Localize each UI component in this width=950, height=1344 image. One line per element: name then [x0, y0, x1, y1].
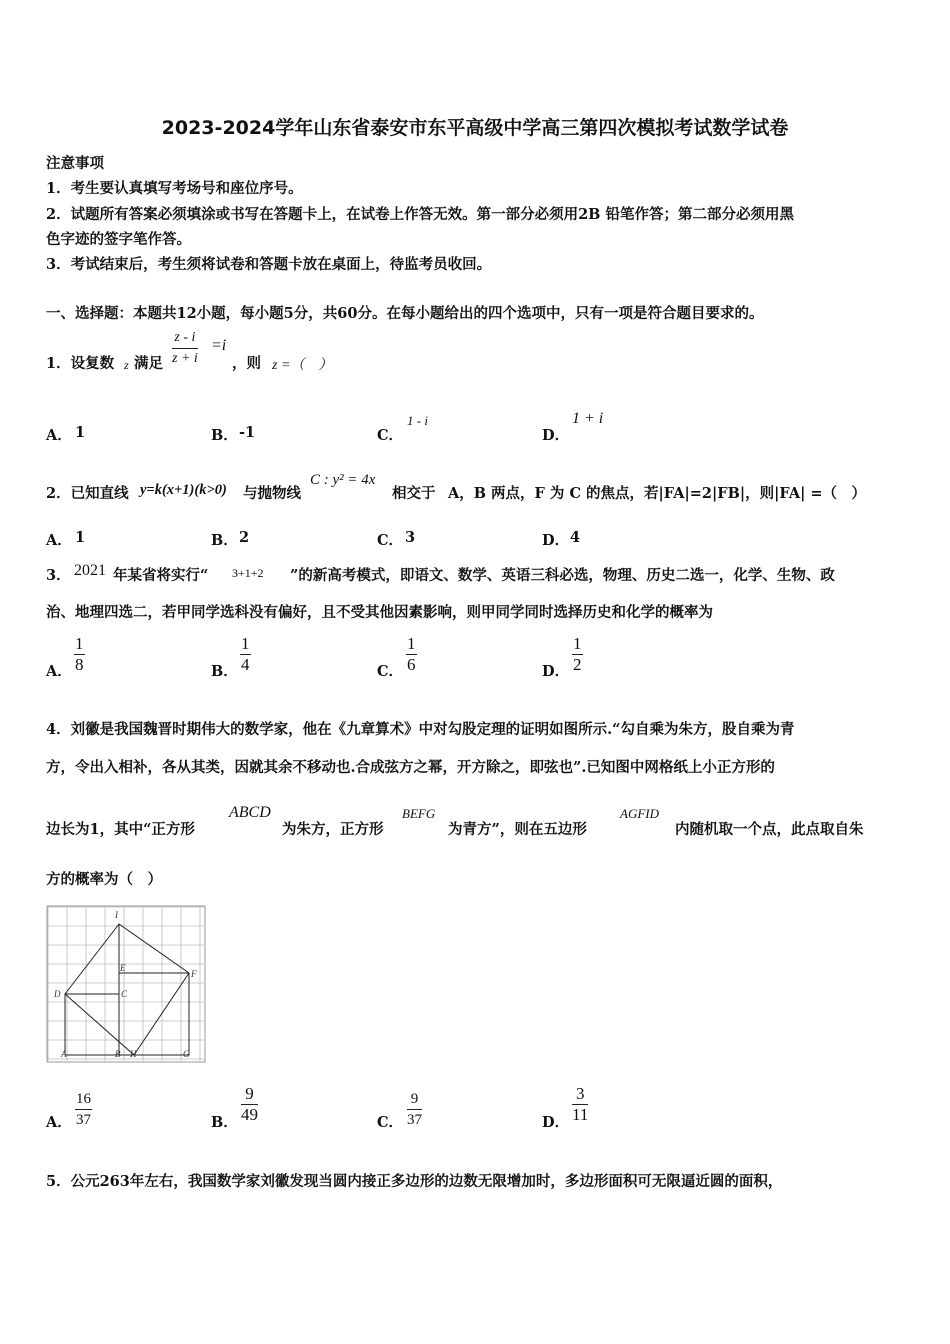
q3-d-den: 2 [573, 655, 582, 674]
q4-option-b-fraction [241, 1084, 258, 1125]
q1-frac-den: z + i [172, 351, 198, 366]
q3-d-num: 1 [573, 634, 582, 653]
notes-heading: 注意事项 [46, 155, 104, 172]
q4-figure [46, 905, 206, 1063]
q4-option-d-label[interactable]: D． [542, 1114, 570, 1131]
q3-option-b-label[interactable]: B． [211, 663, 238, 680]
q2-option-c-label[interactable]: C． [377, 532, 404, 549]
q4-stem-line1: 4．刘徽是我国魏晋时期伟大的数学家，他在《九章算术》中对勾股定理的证明如图所示.“勾自乘为朱方，股自乘为青 [46, 721, 795, 738]
q2-option-d-value: 4 [570, 529, 581, 546]
q3-stem-pre: 3． [46, 567, 71, 584]
q1-option-b-label[interactable]: B． [211, 427, 238, 444]
q4-label-i: I [115, 910, 118, 920]
q3-b-den: 4 [241, 655, 250, 674]
q1-option-a-value: 1 [75, 424, 86, 441]
q3-option-a-fraction [74, 634, 85, 675]
q1-option-d-label[interactable]: D． [542, 427, 570, 444]
q4-option-a-fraction [75, 1089, 92, 1130]
q1-option-a-label[interactable]: A． [46, 427, 72, 444]
q4-label-a: A [61, 1049, 67, 1059]
q3-a-den: 8 [75, 655, 84, 674]
q4-stem-line3b: 为朱方，正方形 [282, 821, 384, 838]
q4-stem-line3d: 内随机取一个点，此点取自朱 [675, 821, 864, 838]
q3-stem-line2: 治、地理四选二，若甲同学选科没有偏好，且不受其他因素影响，则甲同学同时选择历史和化学的概率为 [46, 604, 713, 621]
q1-option-c-value: 1 - i [407, 413, 428, 428]
q4-pentagon-agfid: AGFID [620, 806, 659, 821]
note-item-2: 2．试题所有答案必须填涂或书写在答题卡上，在试卷上作答无效。第一部分必须用2B 铅笔作答；第二部分必须用黑 [46, 206, 794, 223]
q4-b-num: 9 [241, 1084, 258, 1105]
q4-option-d-fraction [572, 1084, 588, 1125]
q1-option-c-label[interactable]: C． [377, 427, 404, 444]
q2-stem-pre: 2．已知直线 [46, 485, 129, 502]
q4-d-num: 3 [572, 1084, 588, 1105]
q1-option-b-value: -1 [239, 424, 256, 441]
q4-square-abcd: ABCD [229, 804, 271, 821]
q1-stem-post: ，则 [232, 355, 261, 372]
q1-stem-mid: 满足 [134, 355, 163, 372]
q4-stem-line2: 方，令出入相补，各从其类，因就其余不移动也.合成弦方之幂，开方除之，即弦也”.已知图中网格纸上小正方形的 [46, 759, 775, 776]
q3-option-b-fraction [240, 634, 251, 675]
q4-d-den: 11 [572, 1105, 589, 1124]
q4-c-den: 37 [407, 1112, 422, 1128]
q4-label-b: B [115, 1049, 121, 1059]
q4-square-befg: BEFG [402, 806, 436, 821]
q1-fraction [172, 328, 198, 369]
q2-option-b-value: 2 [239, 529, 250, 546]
q2-option-d-label[interactable]: D． [542, 532, 570, 549]
q4-option-c-fraction [407, 1089, 422, 1130]
q2-option-a-value: 1 [75, 529, 86, 546]
q2-option-a-label[interactable]: A． [46, 532, 72, 549]
q4-stem-line4: 方的概率为（ ） [46, 871, 162, 888]
q2-stem-mid: 与抛物线 [243, 485, 301, 502]
q3-a-num: 1 [75, 634, 84, 653]
q3-option-d-fraction [572, 634, 583, 675]
q2-line-eq: y=k(x+1)(k>0) [140, 482, 227, 498]
q4-c-num: 9 [407, 1089, 422, 1110]
q4-label-e: E [120, 963, 126, 973]
q1-eq: =i [211, 337, 227, 354]
q5-stem-line1: 5．公元263年左右，我国数学家刘徽发现当圆内接正多边形的边数无限增加时，多边形面积可无限逼近圆的面积， [46, 1173, 783, 1190]
note-item-2-cont: 色字迹的签字笔作答。 [46, 231, 191, 248]
q1-frac-num: z - i [172, 328, 198, 349]
q3-option-d-label[interactable]: D． [542, 663, 570, 680]
q2-option-c-value: 3 [405, 529, 416, 546]
page-title: 2023-2024学年山东省泰安市东平高级中学高三第四次模拟考试数学试卷 [161, 117, 789, 139]
q4-label-g: G [183, 1049, 190, 1059]
q2-stem-rest: A，B 两点，F 为 C 的焦点，若|FA|=2|FB|，则|FA| =（ ） [448, 485, 867, 502]
q3-c-den: 6 [407, 655, 416, 674]
q3-stem-mid2: ”的新高考模式，即语文、数学、英语三科必选，物理、历史二选一，化学、生物、政 [290, 567, 835, 584]
q4-stem-line3c: 为青方”，则在五边形 [448, 821, 587, 838]
q4-grid-diagram [46, 905, 206, 1063]
q3-year: 2021 [74, 562, 106, 579]
q3-option-c-label[interactable]: C． [377, 663, 404, 680]
section-heading: 一、选择题：本题共12小题，每小题5分，共60分。在每小题给出的四个选项中，只有一项是符合题目要求的。 [46, 305, 764, 322]
q4-a-num: 16 [75, 1089, 92, 1110]
q4-label-c: C [121, 989, 128, 999]
q4-label-h: H [130, 1049, 137, 1059]
q4-option-b-label[interactable]: B． [211, 1114, 238, 1131]
q3-option-a-label[interactable]: A． [46, 663, 72, 680]
q3-option-c-fraction [406, 634, 417, 675]
q3-b-num: 1 [241, 634, 250, 653]
q4-label-d: D [54, 989, 61, 999]
q4-option-c-label[interactable]: C． [377, 1114, 404, 1131]
q1-option-d-value: 1 + i [572, 410, 604, 427]
q2-option-b-label[interactable]: B． [211, 532, 238, 549]
q3-mode: 3+1+2 [232, 566, 264, 580]
q1-var: z [124, 358, 129, 372]
q1-tail: z =（ ） [272, 358, 333, 373]
q4-option-a-label[interactable]: A． [46, 1114, 72, 1131]
q3-c-num: 1 [407, 634, 416, 653]
q4-stem-line3a: 边长为1，其中“正方形 [46, 821, 195, 838]
q4-b-den: 49 [241, 1105, 258, 1124]
q2-stem-post: 相交于 [392, 485, 436, 502]
q4-a-den: 37 [76, 1112, 91, 1128]
q2-curve: C : y² = 4x [310, 472, 376, 488]
q3-stem-mid1: 年某省将实行“ [113, 567, 209, 584]
note-item-1: 1．考生要认真填写考场号和座位序号。 [46, 180, 303, 197]
q1-stem-pre: 1．设复数 [46, 355, 115, 372]
note-item-3: 3．考试结束后，考生须将试卷和答题卡放在桌面上，待监考员收回。 [46, 256, 492, 273]
q4-label-f: F [191, 969, 197, 979]
